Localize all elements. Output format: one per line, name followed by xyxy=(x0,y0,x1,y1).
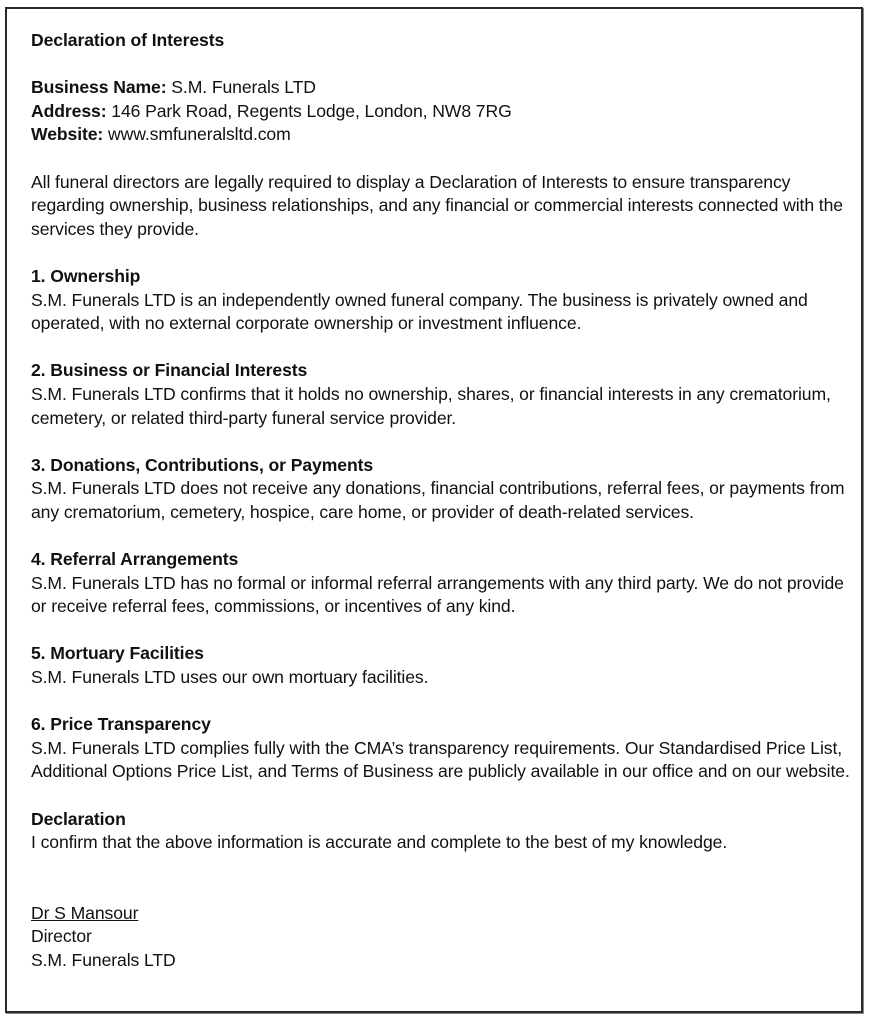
signatory-company: S.M. Funerals LTD xyxy=(31,949,176,970)
website-value: www.smfuneralsltd.com xyxy=(103,124,291,145)
section-heading-referrals: 4. Referral Arrangements xyxy=(31,549,239,570)
section-heading-financial-interests: 2. Business or Financial Interests xyxy=(31,360,308,381)
signatory-name: Dr S Mansour xyxy=(31,902,139,923)
business-name-value: S.M. Funerals LTD xyxy=(166,77,316,98)
section-body-financial-interests: S.M. Funerals LTD confirms that it holds no ownership, shares, or financial interests in any crematorium, cemetery, or related third-party funeral service provider. xyxy=(31,383,831,428)
document-title: Declaration of Interests xyxy=(31,30,225,50)
section-body-price-transparency: S.M. Funerals LTD complies fully with the CMA’s transparency requirements. Our Standardised Price List, Additional Options Price List, and Terms of Business are publicly available in our office and on our website. xyxy=(31,737,850,782)
address-line xyxy=(31,100,861,124)
document-frame xyxy=(5,7,863,1013)
declaration-heading: Declaration xyxy=(31,808,126,829)
signatory-role: Director xyxy=(31,926,92,947)
document-content xyxy=(31,29,861,973)
website-line xyxy=(31,123,861,147)
website-label: Website: xyxy=(31,124,104,145)
section-heading-price-transparency: 6. Price Transparency xyxy=(31,714,211,735)
section-heading-mortuary: 5. Mortuary Facilities xyxy=(31,643,204,664)
business-name-label: Business Name: xyxy=(31,77,167,98)
section-body-ownership: S.M. Funerals LTD is an independently owned funeral company. The business is privately owned and operated, with no external corporate ownership or investment influence. xyxy=(31,289,808,334)
section-heading-donations: 3. Donations, Contributions, or Payments xyxy=(31,454,374,475)
address-value: 146 Park Road, Regents Lodge, London, NW8 7RG xyxy=(106,100,512,121)
section-body-referrals: S.M. Funerals LTD has no formal or informal referral arrangements with any third party. We do not provide or receive referral fees, commissions, or incentives of any kind. xyxy=(31,572,844,617)
section-body-donations: S.M. Funerals LTD does not receive any donations, financial contributions, referral fees, or payments from any crematorium, cemetery, hospice, care home, or provider of death-related services. xyxy=(31,478,845,522)
business-name-line xyxy=(31,76,861,100)
address-label: Address: xyxy=(31,100,107,121)
intro-paragraph: All funeral directors are legally required to display a Declaration of Interests to ensure transparency regarding ownership, business relationships, and any financial or commercial interests connected with the services they provide. xyxy=(31,171,843,239)
section-heading-ownership: 1. Ownership xyxy=(31,265,141,286)
declaration-body: I confirm that the above information is accurate and complete to the best of my knowledge. xyxy=(31,832,728,853)
section-body-mortuary: S.M. Funerals LTD uses our own mortuary facilities. xyxy=(31,667,429,688)
